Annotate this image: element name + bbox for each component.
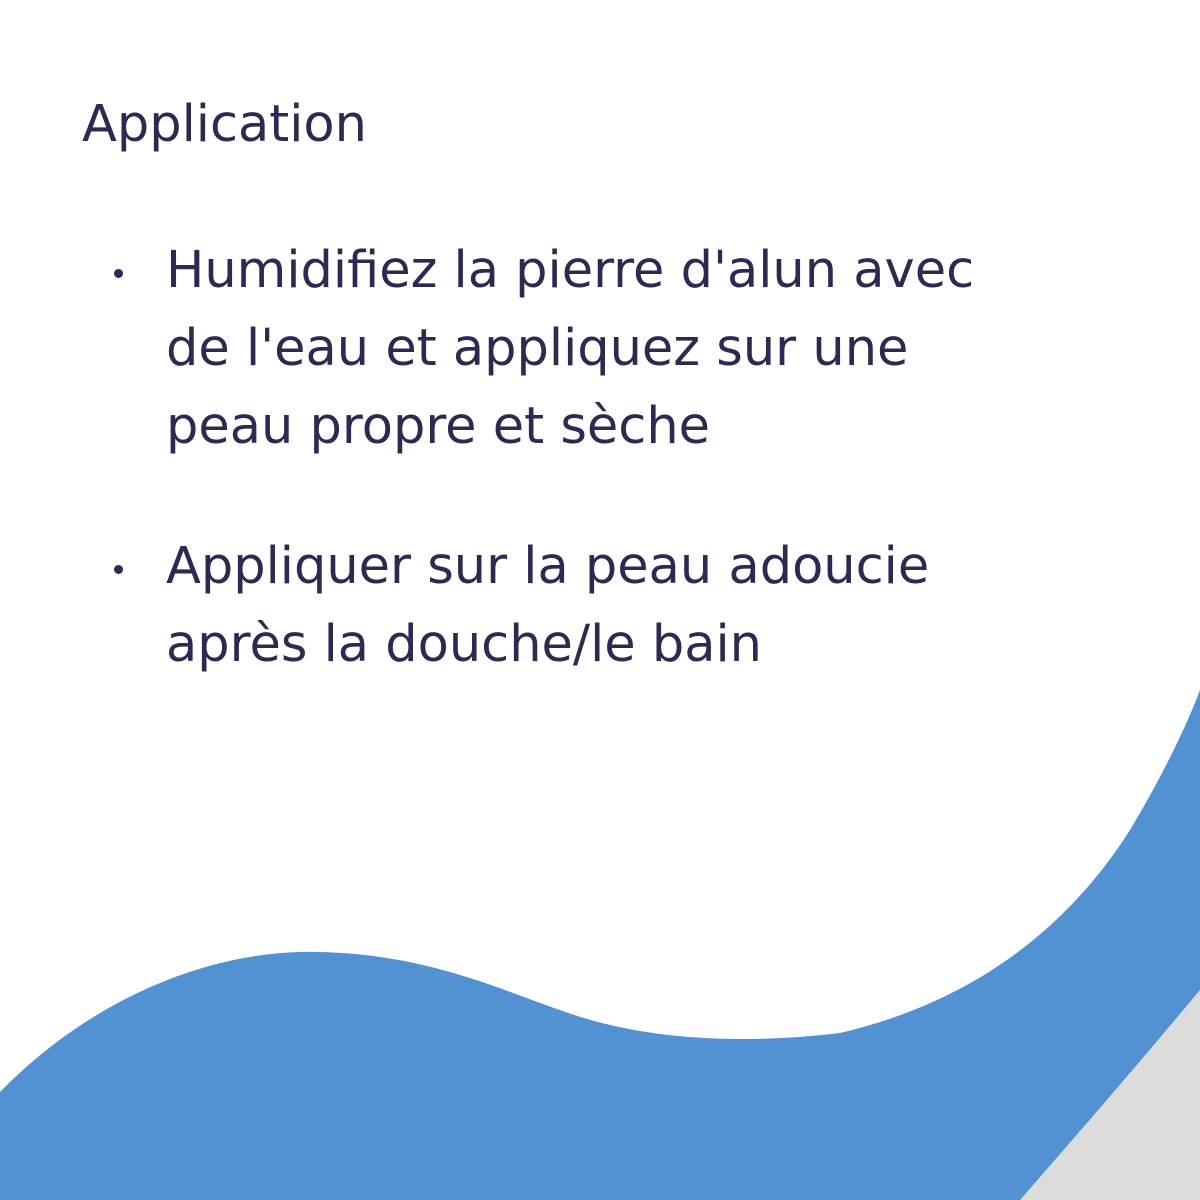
bullet-item-1 bbox=[0, 232, 1200, 466]
bullet-1-line-2: de l'eau et appliquez sur une bbox=[166, 319, 909, 378]
bullet-dot-icon bbox=[114, 565, 123, 574]
bullet-1-line-1: Humidifiez la pierre d'alun avec bbox=[166, 241, 975, 300]
bullet-dot-icon bbox=[114, 269, 123, 278]
bullet-2-line-2: après la douche/le bain bbox=[166, 615, 762, 674]
blue-wave-shape bbox=[0, 690, 1200, 1200]
page-title: Application bbox=[82, 95, 367, 154]
bullet-1-line-3: peau propre et sèche bbox=[166, 397, 711, 456]
bullet-2-line-1: Appliquer sur la peau adoucie bbox=[166, 537, 930, 596]
bullet-item-2 bbox=[0, 528, 1200, 684]
bullet-list bbox=[0, 232, 1200, 746]
